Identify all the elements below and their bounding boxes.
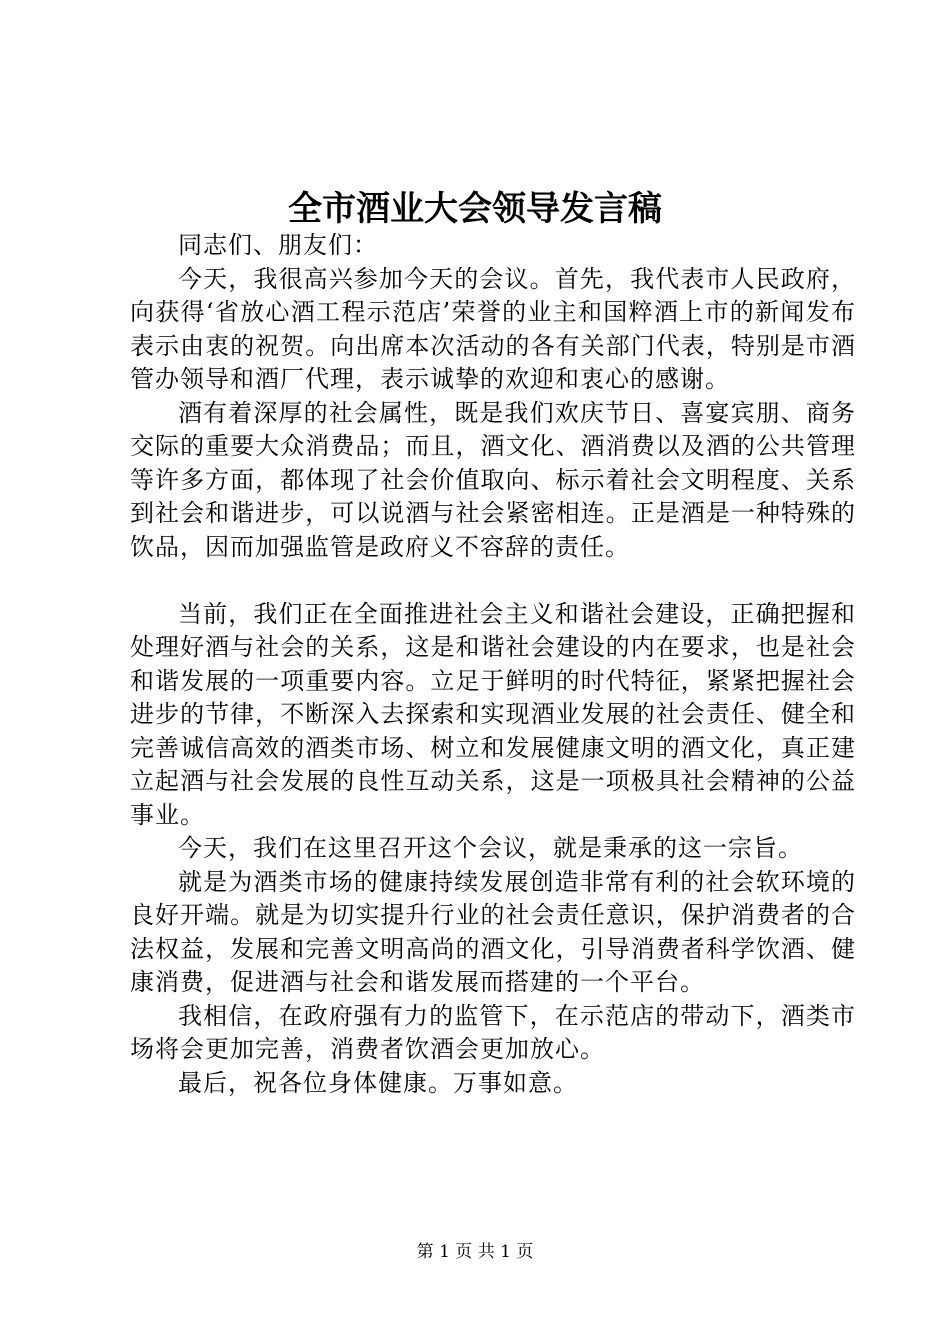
body-paragraph: 今天，我们在这里召开这个会议，就是秉承的这一宗旨。 <box>178 834 803 862</box>
salutation-paragraph: 同志们、朋友们： <box>178 231 378 259</box>
closing-paragraph: 最后，祝各位身体健康。万事如意。 <box>178 1068 578 1097</box>
body-paragraph: 就是为酒类市场的健康持续发展创造非常有利的社会软环境的良好开端。就是为切实提升行业的社会责任意识，保护消费者的合法权益，发展和完善文明高尚的酒文化，引导消费者科学饮酒、健康消费，促进酒与社会和谐发展而搭建的一个平台。 <box>130 867 856 996</box>
body-paragraph: 当前，我们正在全面推进社会主义和谐社会建设，正确把握和处理好酒与社会的关系，这是和谐社会建设的内在要求，也是社会和谐发展的一项重要内容。立足于鲜明的时代特征，紧紧把握社会进步的节律，不断深入去探索和实现酒业发展的社会责任、健全和完善诚信高效的酒类市场、树立和发展健康文明的酒文化，真正建立起酒与社会发展的良性互动关系，这是一项极具社会精神的公益事业。 <box>130 599 856 829</box>
document-body <box>130 229 856 1100</box>
document-title: 全市酒业大会领导发言稿 <box>288 189 662 229</box>
page-number-footer: 第 1 页 共 1 页 <box>416 1242 534 1262</box>
body-paragraph: 今天，我很高兴参加今天的会议。首先，我代表市人民政府，向获得‘省放心酒工程示范店’荣誉的业主和国粹酒上市的新闻发布表示由衷的祝贺。向出席本次活动的各有关部门代表，特别是市酒管办领导和酒厂代理，表示诚挚的欢迎和衷心的感谢。 <box>130 264 856 393</box>
body-paragraph: 我相信，在政府强有力的监管下，在示范店的带动下，酒类市场将会更加完善，消费者饮酒会更加放心。 <box>130 1001 856 1063</box>
body-paragraph: 酒有着深厚的社会属性，既是我们欢庆节日、喜宴宾朋、商务交际的重要大众消费品；而且，酒文化、酒消费以及酒的公共管理等许多方面，都体现了社会价值取向、标示着社会文明程度、关系到社会和谐进步，可以说酒与社会紧密相连。正是酒是一种特殊的饮品，因而加强监管是政府义不容辞的责任。 <box>130 398 856 561</box>
